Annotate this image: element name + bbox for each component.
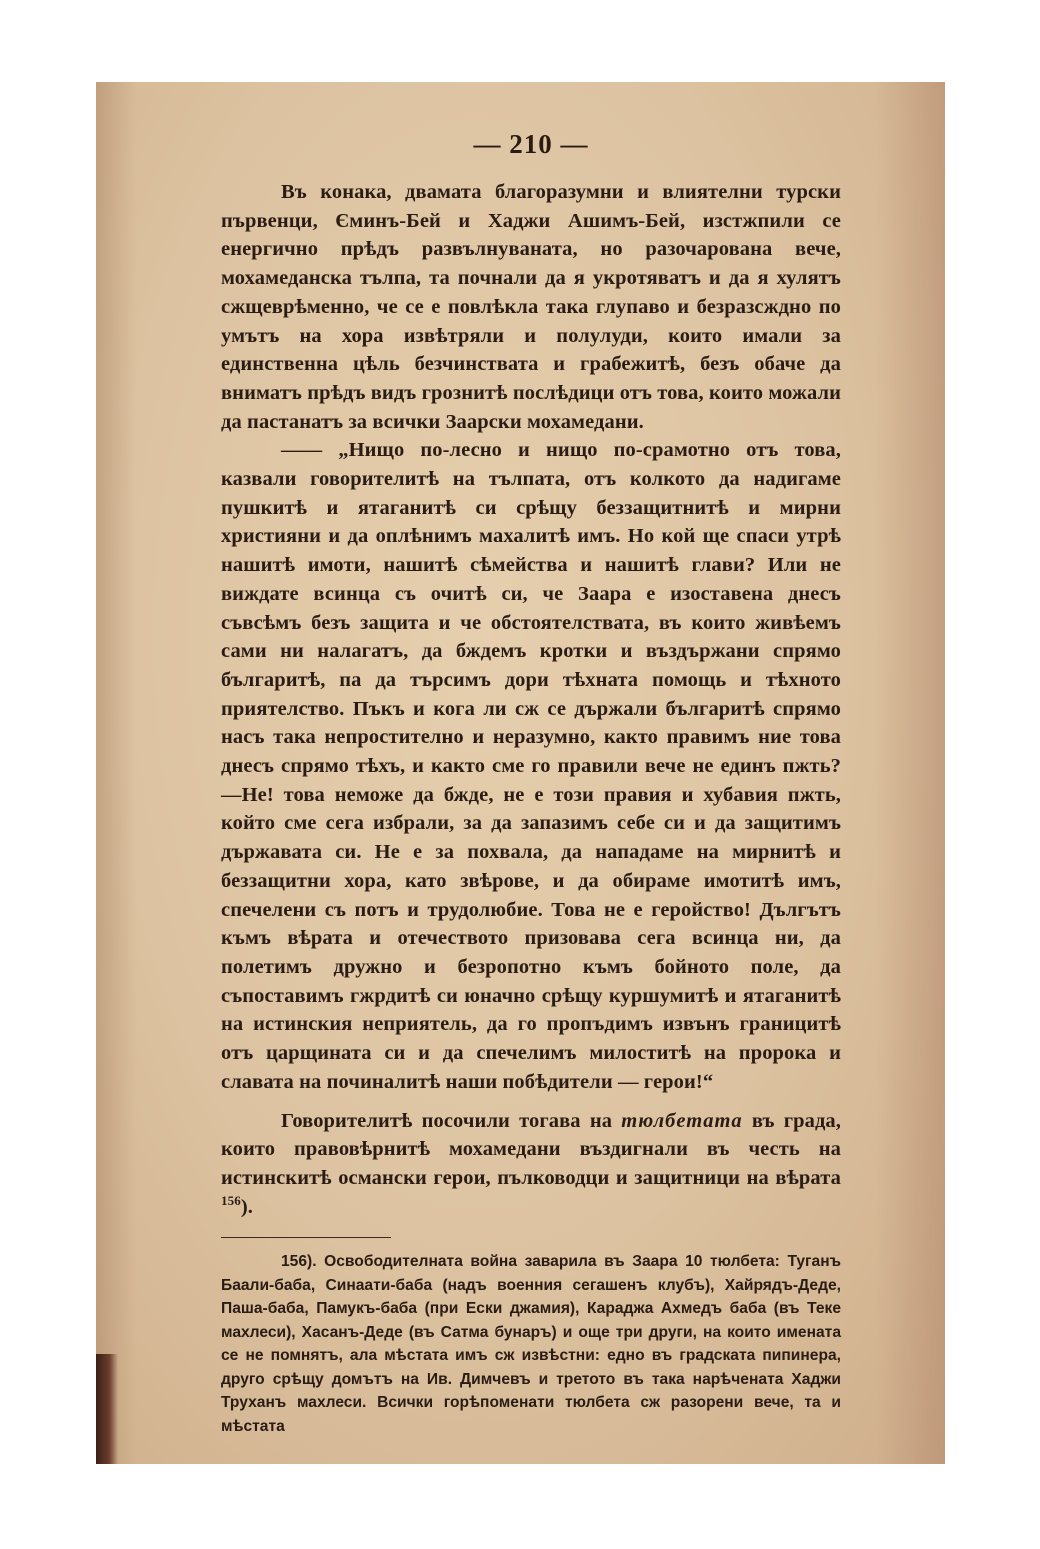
page-edge-shadow-left xyxy=(96,82,136,1464)
footnote-divider xyxy=(221,1237,391,1238)
footnote: 156). Освободителната война заварила въ Заара 10 тюлбета: Туганъ Баали-баба, Синаати-баба (надъ военния сегашенъ клубъ), Хайрядъ-Деде, Паша-баба, Памукъ-баба (при Ески джамия), Караджа Ахмедъ баба (въ Теке махлеси), Хасанъ-Деде (въ Сатма бунаръ) и още три други, на които имената се не помнятъ, ала мѣстата имъ сж извѣстни: едно въ градската пипинера, друго срѣщу домътъ на Ив. Димчевъ и третото въ така нарѣчената Хаджи Труханъ махлеси. Всички горѣпоменати тюлбета сж разорени вече, та и мѣстата xyxy=(221,1253,841,1435)
paragraph-3-after: въ града, които правовѣрнитѣ мохамедани въздигнали въ честь на истинскитѣ османски герои, пълководци и защитници на вѣрата xyxy=(221,1109,841,1189)
emphasis-word: тюлбетата xyxy=(621,1109,743,1132)
paragraph-3-tail: ). xyxy=(240,1195,253,1218)
page-edge-shadow-right xyxy=(875,82,945,1464)
paragraph-3 xyxy=(221,1107,841,1222)
binding-edge xyxy=(96,1354,118,1464)
footnote-reference: 156 xyxy=(221,1192,241,1208)
page-text xyxy=(221,127,841,1438)
scanned-page xyxy=(96,82,945,1464)
paragraph-2: —— „Нищо по-лесно и нищо по-срамотно отъ това, казвали говорителитѣ на тълпата, отъ колкото да надигаме пушкитѣ и ятаганитѣ си срѣщу беззащитнитѣ и мирни християни и да оплѣнимъ махалитѣ имъ. Но кой ще спаси утрѣ нашитѣ имоти, нашитѣ сѣмейства и нашитѣ глави? Или не виждате всинца съ очитѣ си, че Заара е изоставена днесъ съвсѣмъ безъ защита и че обстоятелствата, въ които живѣемъ сами ни налагатъ, да бждемъ кротки и въздържани спрямо българитѣ, па да търсимъ дори тѣхната помощь и тѣхното приятелство. Пъкъ и кога ли сж се държали българитѣ спрямо насъ така непростително и неразумно, както правимъ ние това днесъ спрямо тѣхъ, и както сме го правили вече не единъ пжть?—Не! това неможе да бжде, не е този правия и хубавия пжть, който сме сега избрали, за да запазимъ себе си и да защитимъ държавата си. Не е за похвала, да нападаме на мирнитѣ и беззащитни хора, като звѣрове, и да обираме имотитѣ имъ, спечелени съ потъ и трудолюбие. Това не е геройство! Дългътъ къмъ вѣрата и отечеството призовава сега всинца ни, да полетимъ дружно и безропотно къмъ бойното поле, да съпоставимъ гжрдитѣ си юначно срѣщу куршумитѣ и ятаганитѣ на истинския неприятель, да го пропъдимъ извънъ границитѣ отъ царщината си и да спечелимъ милоститѣ на пророка и славата на починалитѣ наши побѣдители — герои!“ xyxy=(221,439,841,1093)
paragraph-1: Въ конака, двамата благоразумни и влиятелни турски първенци, Єминъ-Бей и Хаджи Ашимъ-Бей, изстжпили се енергично прѣдъ развълнуваната, но разочарована вече, мохамеданска тълпа, та почнали да я укротяватъ и да я хулятъ сжщеврѣменно, че се е повлѣкла така глупаво и безразсждно по умътъ на хора извѣтряли и полулуди, които имали за единственна цѣль безчинствата и грабежитѣ, безъ обаче да вниматъ прѣдъ видъ грознитѣ послѣдици отъ това, които можали да пастанатъ за всички Заарски мохамедани. xyxy=(221,181,841,433)
paragraph-3-before: Говорителитѣ посочили тогава на xyxy=(281,1109,613,1132)
page-number: — 210 — xyxy=(473,129,589,159)
